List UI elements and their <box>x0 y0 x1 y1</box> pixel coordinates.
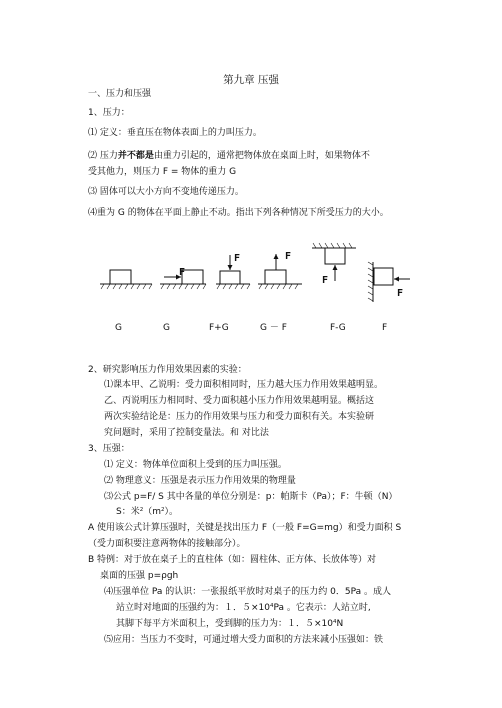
answer-label: F <box>382 323 388 333</box>
experiment-line-4: 究问题时，采用了控制变量法。和 对比法 <box>104 428 269 438</box>
note-a-line-1: A 使用该公式计算压强时，关键是找出压力 F（一般 F=G=mg）和受力面积 S <box>88 523 402 533</box>
pressure-formula: ⑶公式 p=F/ S 其中各量的单位分别是：p：帕斯卡（Pa）；F：牛顿（N） <box>104 492 398 502</box>
force-label: F <box>234 253 241 264</box>
area-unit: S：米$^2(m^2)$。 <box>116 507 179 517</box>
paragraph-4: ⑷重为 G 的物体在平面上静止不动。指出下列各种情况下所受压力的大小。 <box>88 208 389 218</box>
paragraph-2-line-2: 受其他力，则压力 F = 物体的重力 G <box>88 167 237 177</box>
note-b-line-1: B 特例：对于放在桌子上的直柱体（如：圆柱体、正方体、长放体等）对 <box>88 555 377 565</box>
item-1-heading: 1、压力： <box>88 108 130 118</box>
pascal-line-1: ⑷压强单位 Pa 的认识：一张报纸平放时对桌子的压力约 0．5Pa 。成人 <box>104 587 391 597</box>
answer-label: G <box>115 323 122 333</box>
answer-label: G <box>163 323 170 333</box>
answer-label: F-G <box>330 323 346 333</box>
application-line: ⑸应用：当压力不变时，可通过增大受力面积的方法来减小压强如：铁 <box>104 635 384 645</box>
answer-label: G － F <box>260 323 287 333</box>
page-title: 第九章 压强 <box>223 74 279 86</box>
ground-hatch <box>101 284 152 289</box>
block-2 <box>182 270 203 284</box>
experiment-line-1: ⑴课本甲、乙说明：受力面积相同时，压力越大压力作用效果越明显。 <box>104 380 384 390</box>
pressure-meaning: ⑵ 物理意义：压强是表示压力作用效果的物理量 <box>104 476 296 486</box>
pressure-definition: ⑴ 定义：物体单位面积上受到的压力叫压强。 <box>104 460 287 470</box>
answer-label: F+G <box>209 323 229 333</box>
note-a-line-2: （受力面积要注意两物体的接触部分）。 <box>88 539 246 549</box>
note-b-line-2: 桌面的压强 p=ρgh <box>100 571 179 581</box>
block-5 <box>325 248 345 264</box>
block-1 <box>110 270 131 284</box>
force-label: F <box>322 275 329 286</box>
block-6 <box>374 268 393 285</box>
block-4 <box>265 270 286 284</box>
definition-pressure-force: ⑴ 定义：垂直压在物体表面上的力叫压力。 <box>88 128 262 138</box>
experiment-line-2: 乙、丙说明压力相同时、受力面积越小压力作用效果越明显。概括这 <box>104 396 375 406</box>
force-label: F <box>285 251 292 262</box>
pascal-line-3: 其脚下每平方米面积上，受到脚的压力为：１．$5\times 10^4N$ <box>116 619 344 629</box>
paragraph-2-line-1: ⑵ 压力并不都是由重力引起的，通常把物体放在桌面上时，如果物体不 <box>88 151 370 161</box>
item-2-heading: 2、研究影响压力作用效果因素的实验： <box>88 365 247 375</box>
emphasis-not-always: 并不都是 <box>117 151 154 161</box>
force-label: F <box>397 288 404 299</box>
section-heading: 一、压力和压强 <box>88 89 152 99</box>
item-3-heading: 3、压强： <box>88 444 130 454</box>
paragraph-3: ⑶ 固体可以大小方向不变地传递压力。 <box>88 187 244 197</box>
force-label: F <box>179 267 186 278</box>
pascal-line-2: 站立时对地面的压强约为：１．$5\times 10^4Pa$ 。它表示：人站立时, <box>116 603 371 613</box>
block-3 <box>220 271 240 284</box>
experiment-line-3: 两次实验结论是：压力的作用效果与压力和受力面积有关。本实验研 <box>104 412 375 422</box>
